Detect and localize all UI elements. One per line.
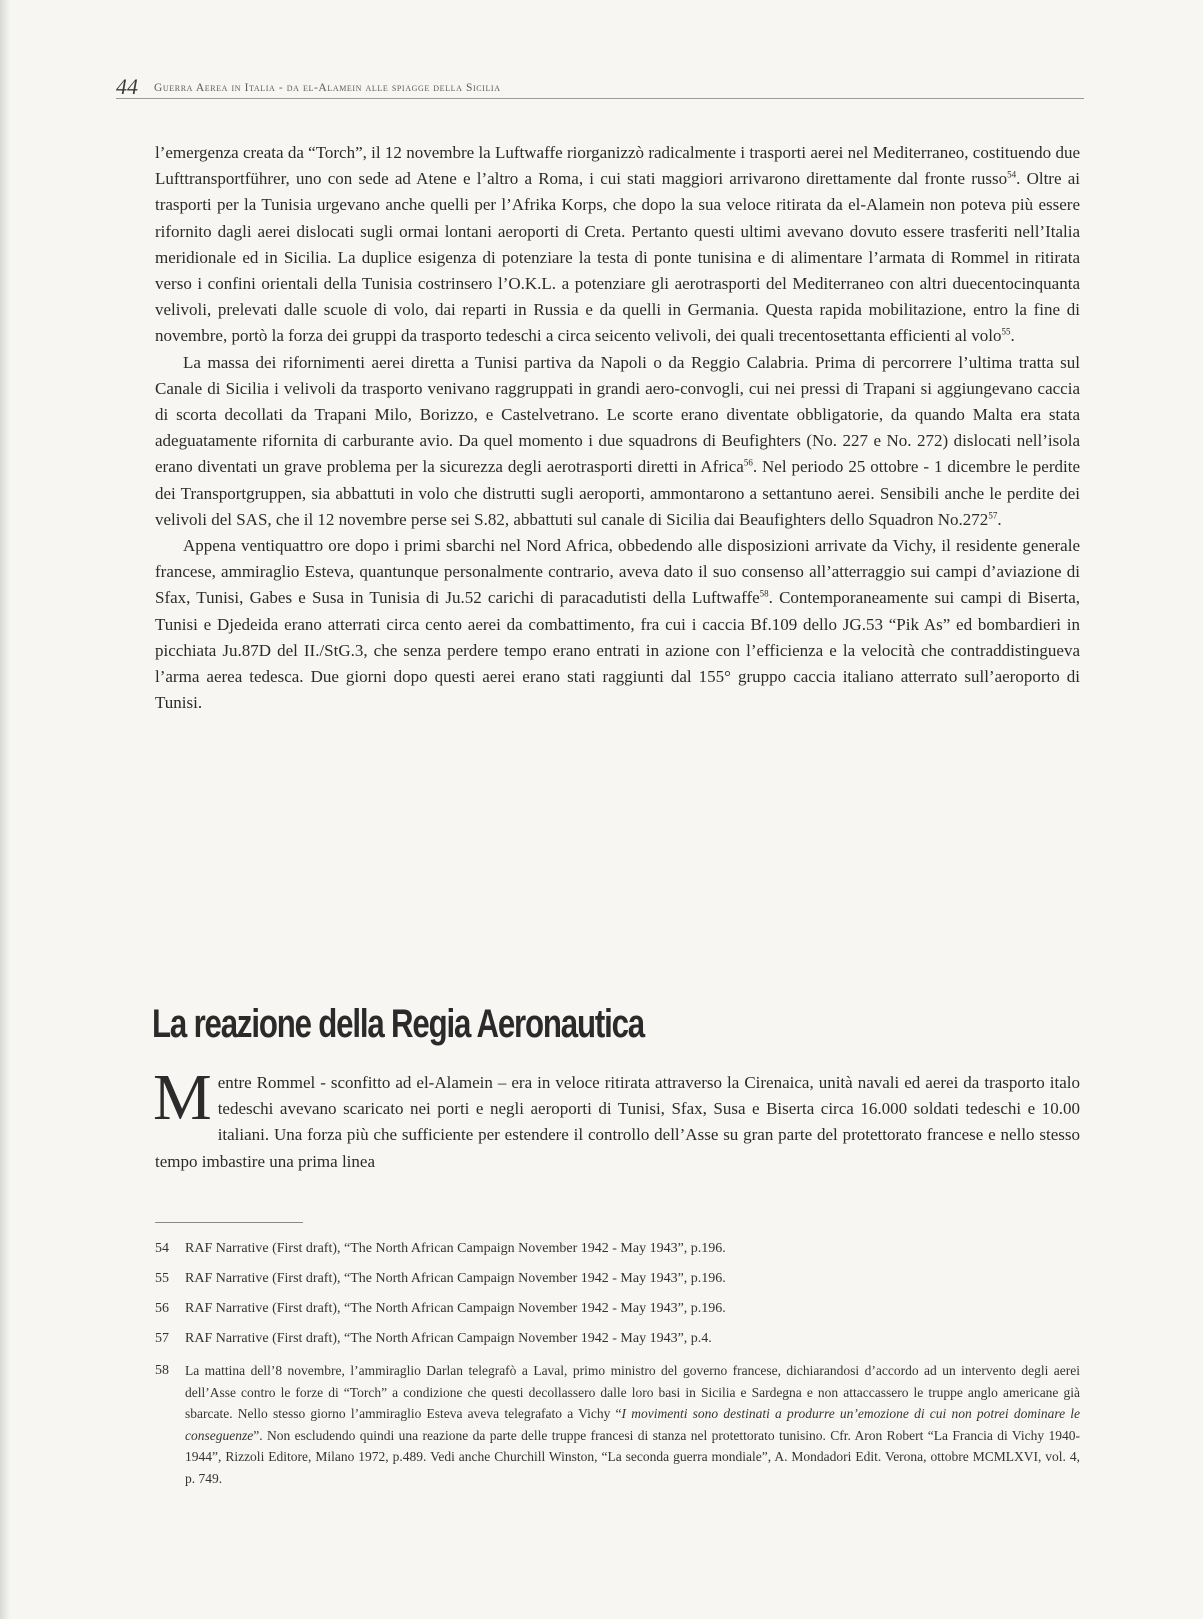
- text-run: La mattina dell’8 novembre, l’ammiraglio Darlan telegrafò a Laval, primo ministro del governo francese, dichiarandosi d’accordo ad un intervento degli aerei dell’Asse contro le forze di “Torch” a condizione che questi decollassero dalle loro basi in Sicilia e Sardegna e non attaccassero le truppe anglo americane già sbarcate. Nello stesso giorno l’ammiraglio Esteva aveva telegrafato a Vichy “: [185, 1363, 1080, 1421]
- footnote-ref[interactable]: 55: [1001, 326, 1011, 337]
- footnote-55: [155, 1268, 1080, 1290]
- footnote-ref[interactable]: 57: [988, 510, 998, 521]
- text-run: . Nel periodo 25 ottobre - 1 dicembre le perdite dei Transportgruppen, sia abbattuti in volo che distrutti sugli aeroporti, ammontarono a settantuno aerei. Sensibili anche le perdite dei velivoli del SAS, che il 12 novembre perse sei S.82, abbattuti sul canale di Sicilia dai Beaufighters dello Squadron No.272: [155, 457, 1081, 529]
- text-run: Appena ventiquattro ore dopo i primi sbarchi nel Nord Africa, obbedendo alle disposizioni arrivate da Vichy, il residente generale francese, ammiraglio Esteva, quantunque personalmente contrario, aveva dato il suo consenso all’atterraggio sui campi d’aviazione di Sfax, Tunisi, Gabes e Susa in Tunisia di Ju.52 carichi di paracadutisti della Luftwaffe: [155, 536, 1080, 608]
- paragraph-3: [155, 533, 1080, 716]
- footnote-divider: [155, 1222, 303, 1223]
- footnote-ref[interactable]: 56: [743, 457, 753, 468]
- footnote-text: RAF Narrative (First draft), “The North African Campaign November 1942 - May 1943”, p.196.: [185, 1241, 726, 1256]
- footnote-ref[interactable]: 58: [759, 588, 769, 599]
- footnote-number: 57: [155, 1331, 169, 1346]
- main-text: [155, 140, 1080, 716]
- text-run: .: [1010, 326, 1015, 346]
- paragraph-2: [155, 350, 1080, 533]
- text-run: ”. Non escludendo quindi una reazione da parte delle truppe francesi di stanza nel protettorato tunisino. Cfr. Aron Robert “La Francia di Vichy 1940-1944”, Rizzoli Editore, Milano 1972, p.489. Vedi anche Churchill Winston, “La seconda guerra mondiale”, A. Mondadori Edit. Verona, ottobre MCMLXVI, vol. 4, p. 749.: [185, 1427, 1080, 1486]
- scan-edge: [0, 0, 10, 1619]
- text-run: l’emergenza creata da “Torch”, il 12 novembre la Luftwaffe riorganizzò radicalmente i trasporti aerei nel Mediterraneo, costituendo due Lufttransportführer, uno con sede ad Atene e l’altro a Roma, i cui stati maggiori arrivarono direttamente dal fronte russo: [155, 143, 1080, 189]
- section-text: [153, 1061, 1080, 1175]
- footnote-number: 58: [155, 1363, 169, 1378]
- italic-quote: I movimenti sono destinati a produrre un’emozione di cui non potrei dominare le conseguenze: [185, 1406, 1080, 1443]
- footnote-text: [185, 1360, 1080, 1489]
- footnote-56: [155, 1298, 1080, 1320]
- footnote-text: RAF Narrative (First draft), “The North African Campaign November 1942 - May 1943”, p.196.: [185, 1301, 726, 1316]
- page-header: [116, 74, 1084, 99]
- running-title: Guerra Aerea in Italia - da el-Alamein alle spiagge della Sicilia: [154, 82, 501, 94]
- paragraph-1: [155, 140, 1080, 350]
- footnote-number: 56: [155, 1301, 169, 1316]
- section-heading: La reazione della Regia Aeronautica: [152, 1002, 644, 1046]
- footnote-ref[interactable]: 54: [1007, 169, 1017, 180]
- page-number: 44: [116, 74, 138, 99]
- footnote-57: [155, 1328, 1080, 1350]
- section-paragraph: [153, 1061, 1080, 1175]
- text-run: .: [997, 509, 1002, 529]
- text-run: La massa dei rifornimenti aerei diretta a Tunisi partiva da Napoli o da Reggio Calabria. Prima di percorrere l’ultima tratta sul Canale di Sicilia i velivoli da trasporto venivano raggruppati in grandi aero-convogli, cui nei pressi di Trapani si aggiungevano caccia di scorta decollati da Trapani Milo, Borizzo, e Castelvetrano. Le scorte erano diventate obbligatorie, da quando Malta era stata adeguatamente rifornita di carburante avio. Da quel momento i due squadrons di Beufighters (No. 227 e No. 272) dislocati nell’isola erano diventati un grave problema per la sicurezza degli aerotrasporti diretti in Africa: [155, 352, 1080, 477]
- footnote-number: 54: [155, 1241, 169, 1256]
- text-run: . Contemporaneamente sui campi di Biserta, Tunisi e Djedeida erano atterrati circa cento aerei da combattimento, fra cui i caccia Bf.109 dello JG.53 “Pik As” ed bombardieri in picchiata Ju.87D del II./StG.3, che senza perdere tempo erano entrati in azione con l’efficienza e la velocità che contraddistingueva l’arma aerea tedesca. Due giorni dopo questi aerei erano stati raggiunti dal 155° gruppo caccia italiano atterrato sull’aeroporto di Tunisi.: [155, 588, 1080, 713]
- footnote-text: RAF Narrative (First draft), “The North African Campaign November 1942 - May 1943”, p.4.: [185, 1331, 712, 1346]
- footnote-58: [155, 1360, 1080, 1489]
- footnotes: [155, 1238, 1080, 1497]
- footnote-text: RAF Narrative (First draft), “The North African Campaign November 1942 - May 1943”, p.196.: [185, 1271, 726, 1286]
- text-run: entre Rommel - sconfitto ad el-Alamein – era in veloce ritirata attraverso la Cirenaica, unità navali ed aerei da trasporto italo tedeschi avevano scaricato nei porti e negli aeroporti di Tunisi, Sfax, Susa e Biserta circa 16.000 soldati tedeschi e 10.00 italiani. Una forza più che sufficiente per estendere il controllo dell’Asse su gran parte del protettorato francese e nello stesso tempo imbastire una prima linea: [155, 1073, 1080, 1171]
- drop-cap: M: [153, 1061, 212, 1134]
- text-run: . Oltre ai trasporti per la Tunisia urgevano anche quelli per l’Afrika Korps, che dopo la sua veloce ritirata da el-Alamein non poteva più essere rifornito dagli aerei dislocati sugli ormai lontani aeroporti di Creta. Pertanto questi ultimi avevano dovuto essere trasferiti nell’Italia meridionale ed in Sicilia. La duplice esigenza di potenziare la testa di ponte tunisina e di alimentare l’armata di Rommel in ritirata verso i confini orientali della Tunisia costrinsero l’O.K.L. a potenziare gli aerotrasporti del Mediterraneo con altri duecentocinquanta velivoli, prelevati dalle scuole di volo, dai reparti in Russia e da quelli in Germania. Questa rapida mobilitazione, entro la fine di novembre, portò la forza dei gruppi da trasporto tedeschi a circa seicento velivoli, dei quali trecentosettanta efficienti al volo: [155, 169, 1080, 346]
- footnote-54: [155, 1238, 1080, 1260]
- footnote-number: 55: [155, 1271, 169, 1286]
